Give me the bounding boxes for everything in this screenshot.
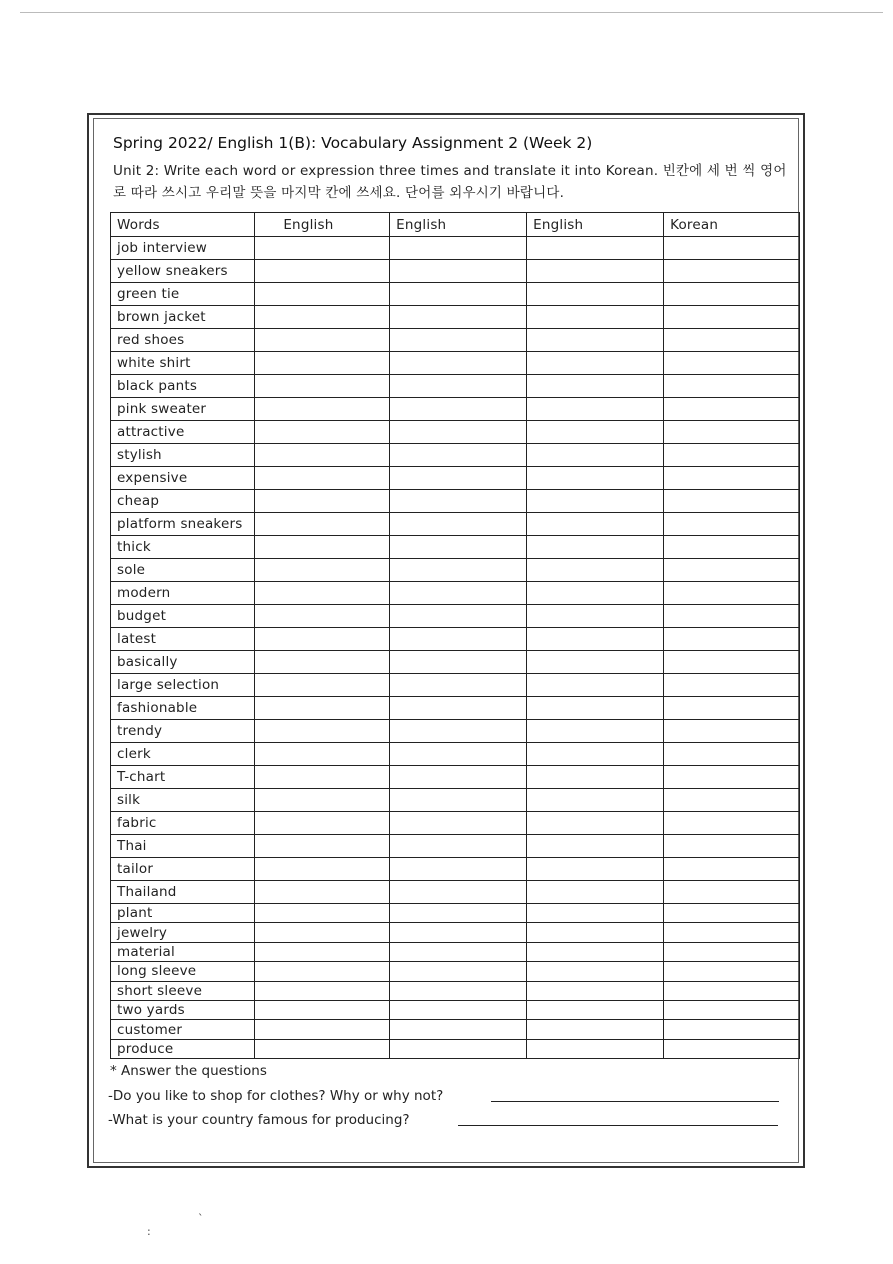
english-cell-1[interactable] bbox=[255, 720, 390, 743]
vocab-word: customer bbox=[111, 1020, 255, 1039]
table-row bbox=[111, 1039, 800, 1058]
vocab-word: clerk bbox=[111, 743, 255, 766]
english-cell-1[interactable] bbox=[255, 962, 390, 981]
english-cell-2[interactable] bbox=[390, 812, 527, 835]
korean-cell[interactable] bbox=[664, 904, 800, 923]
answer-line-1[interactable] bbox=[491, 1101, 779, 1102]
table-row bbox=[111, 858, 800, 881]
korean-cell[interactable] bbox=[664, 651, 800, 674]
vocab-word: modern bbox=[111, 582, 255, 605]
english-cell-1[interactable] bbox=[255, 858, 390, 881]
question-2: -What is your country famous for producing? bbox=[108, 1112, 410, 1128]
table-row bbox=[111, 981, 800, 1000]
vocab-word: fashionable bbox=[111, 697, 255, 720]
answer-line-2[interactable] bbox=[458, 1125, 778, 1126]
english-cell-3[interactable] bbox=[527, 559, 664, 582]
table-row bbox=[111, 582, 800, 605]
table-row bbox=[111, 490, 800, 513]
table-row bbox=[111, 766, 800, 789]
english-cell-1[interactable] bbox=[255, 766, 390, 789]
scan-top-edge bbox=[20, 12, 883, 13]
english-cell-1[interactable] bbox=[255, 1020, 390, 1039]
scan-speck: : bbox=[147, 1225, 151, 1238]
vocab-word: thick bbox=[111, 536, 255, 559]
english-cell-2[interactable] bbox=[390, 375, 527, 398]
column-header-english-3: English bbox=[527, 213, 664, 237]
korean-cell[interactable] bbox=[664, 398, 800, 421]
english-cell-1[interactable] bbox=[255, 306, 390, 329]
english-cell-1[interactable] bbox=[255, 674, 390, 697]
korean-cell[interactable] bbox=[664, 720, 800, 743]
question-1: -Do you like to shop for clothes? Why or why not? bbox=[108, 1088, 444, 1104]
english-cell-3[interactable] bbox=[527, 923, 664, 942]
english-cell-2[interactable] bbox=[390, 628, 527, 651]
english-cell-3[interactable] bbox=[527, 375, 664, 398]
korean-cell[interactable] bbox=[664, 582, 800, 605]
questions-heading: * Answer the questions bbox=[110, 1063, 267, 1079]
english-cell-3[interactable] bbox=[527, 674, 664, 697]
english-cell-3[interactable] bbox=[527, 766, 664, 789]
vocab-word: green tie bbox=[111, 283, 255, 306]
korean-cell[interactable] bbox=[664, 375, 800, 398]
vocab-word: jewelry bbox=[111, 923, 255, 942]
column-header-english-1: English bbox=[255, 213, 390, 237]
english-cell-1[interactable] bbox=[255, 398, 390, 421]
english-cell-2[interactable] bbox=[390, 697, 527, 720]
korean-cell[interactable] bbox=[664, 329, 800, 352]
korean-cell[interactable] bbox=[664, 789, 800, 812]
table-row bbox=[111, 306, 800, 329]
english-cell-2[interactable] bbox=[390, 942, 527, 961]
table-row bbox=[111, 375, 800, 398]
english-cell-3[interactable] bbox=[527, 858, 664, 881]
vocab-word: long sleeve bbox=[111, 962, 255, 981]
table-row bbox=[111, 329, 800, 352]
english-cell-1[interactable] bbox=[255, 812, 390, 835]
english-cell-2[interactable] bbox=[390, 536, 527, 559]
table-row bbox=[111, 651, 800, 674]
table-row bbox=[111, 283, 800, 306]
english-cell-1[interactable] bbox=[255, 513, 390, 536]
vocab-word: red shoes bbox=[111, 329, 255, 352]
table-row bbox=[111, 398, 800, 421]
english-cell-3[interactable] bbox=[527, 582, 664, 605]
english-cell-1[interactable] bbox=[255, 904, 390, 923]
english-cell-3[interactable] bbox=[527, 283, 664, 306]
korean-cell[interactable] bbox=[664, 942, 800, 961]
english-cell-3[interactable] bbox=[527, 743, 664, 766]
english-cell-1[interactable] bbox=[255, 1039, 390, 1058]
english-cell-2[interactable] bbox=[390, 513, 527, 536]
english-cell-2[interactable] bbox=[390, 962, 527, 981]
english-cell-2[interactable] bbox=[390, 981, 527, 1000]
table-row bbox=[111, 444, 800, 467]
english-cell-2[interactable] bbox=[390, 467, 527, 490]
english-cell-1[interactable] bbox=[255, 329, 390, 352]
english-cell-2[interactable] bbox=[390, 306, 527, 329]
vocab-word: white shirt bbox=[111, 352, 255, 375]
korean-cell[interactable] bbox=[664, 1020, 800, 1039]
english-cell-2[interactable] bbox=[390, 651, 527, 674]
english-cell-2[interactable] bbox=[390, 1039, 527, 1058]
english-cell-3[interactable] bbox=[527, 421, 664, 444]
english-cell-3[interactable] bbox=[527, 1020, 664, 1039]
english-cell-1[interactable] bbox=[255, 923, 390, 942]
table-row bbox=[111, 720, 800, 743]
english-cell-2[interactable] bbox=[390, 923, 527, 942]
english-cell-2[interactable] bbox=[390, 421, 527, 444]
english-cell-2[interactable] bbox=[390, 881, 527, 904]
vocab-word: tailor bbox=[111, 858, 255, 881]
english-cell-2[interactable] bbox=[390, 789, 527, 812]
english-cell-3[interactable] bbox=[527, 789, 664, 812]
english-cell-2[interactable] bbox=[390, 1020, 527, 1039]
korean-cell[interactable] bbox=[664, 467, 800, 490]
english-cell-3[interactable] bbox=[527, 306, 664, 329]
english-cell-2[interactable] bbox=[390, 720, 527, 743]
korean-cell[interactable] bbox=[664, 743, 800, 766]
korean-cell[interactable] bbox=[664, 559, 800, 582]
korean-cell[interactable] bbox=[664, 513, 800, 536]
english-cell-2[interactable] bbox=[390, 444, 527, 467]
vocabulary-table bbox=[110, 212, 800, 1059]
english-cell-2[interactable] bbox=[390, 559, 527, 582]
worksheet-instructions: Unit 2: Write each word or expression three times and translate it into Korean. 빈칸에 세 번 씩 영어로 따라 쓰시고 우리말 뜻을 마지막 칸에 쓰세요. 단어를 외우시기 바랍니다. bbox=[113, 163, 787, 201]
english-cell-1[interactable] bbox=[255, 651, 390, 674]
english-cell-1[interactable] bbox=[255, 835, 390, 858]
table-row bbox=[111, 697, 800, 720]
english-cell-3[interactable] bbox=[527, 329, 664, 352]
column-header-english-2: English bbox=[390, 213, 527, 237]
vocab-word: material bbox=[111, 942, 255, 961]
vocab-word: Thai bbox=[111, 835, 255, 858]
english-cell-3[interactable] bbox=[527, 605, 664, 628]
table-row bbox=[111, 467, 800, 490]
english-cell-1[interactable] bbox=[255, 1000, 390, 1019]
table-row bbox=[111, 812, 800, 835]
vocab-word: plant bbox=[111, 904, 255, 923]
korean-cell[interactable] bbox=[664, 697, 800, 720]
english-cell-3[interactable] bbox=[527, 490, 664, 513]
vocab-word: expensive bbox=[111, 467, 255, 490]
english-cell-3[interactable] bbox=[527, 352, 664, 375]
english-cell-1[interactable] bbox=[255, 942, 390, 961]
vocab-word: sole bbox=[111, 559, 255, 582]
korean-cell[interactable] bbox=[664, 421, 800, 444]
english-cell-3[interactable] bbox=[527, 536, 664, 559]
scan-speck: ˋ bbox=[198, 1212, 204, 1225]
english-cell-2[interactable] bbox=[390, 674, 527, 697]
english-cell-3[interactable] bbox=[527, 237, 664, 260]
english-cell-3[interactable] bbox=[527, 981, 664, 1000]
korean-cell[interactable] bbox=[664, 766, 800, 789]
table-row bbox=[111, 942, 800, 961]
table-row bbox=[111, 789, 800, 812]
english-cell-2[interactable] bbox=[390, 352, 527, 375]
vocab-word: pink sweater bbox=[111, 398, 255, 421]
english-cell-2[interactable] bbox=[390, 605, 527, 628]
english-cell-1[interactable] bbox=[255, 559, 390, 582]
english-cell-3[interactable] bbox=[527, 651, 664, 674]
vocab-word: black pants bbox=[111, 375, 255, 398]
english-cell-3[interactable] bbox=[527, 513, 664, 536]
vocab-word: two yards bbox=[111, 1000, 255, 1019]
table-row bbox=[111, 260, 800, 283]
vocab-word: produce bbox=[111, 1039, 255, 1058]
table-row bbox=[111, 421, 800, 444]
vocab-word: latest bbox=[111, 628, 255, 651]
english-cell-2[interactable] bbox=[390, 329, 527, 352]
english-cell-2[interactable] bbox=[390, 835, 527, 858]
table-row bbox=[111, 743, 800, 766]
english-cell-3[interactable] bbox=[527, 1039, 664, 1058]
english-cell-2[interactable] bbox=[390, 904, 527, 923]
english-cell-1[interactable] bbox=[255, 375, 390, 398]
english-cell-3[interactable] bbox=[527, 398, 664, 421]
vocab-word: trendy bbox=[111, 720, 255, 743]
korean-cell[interactable] bbox=[664, 536, 800, 559]
korean-cell[interactable] bbox=[664, 490, 800, 513]
table-row bbox=[111, 1020, 800, 1039]
vocab-word: attractive bbox=[111, 421, 255, 444]
korean-cell[interactable] bbox=[664, 981, 800, 1000]
korean-cell[interactable] bbox=[664, 237, 800, 260]
english-cell-3[interactable] bbox=[527, 835, 664, 858]
vocab-word: platform sneakers bbox=[111, 513, 255, 536]
english-cell-2[interactable] bbox=[390, 490, 527, 513]
vocab-word: job interview bbox=[111, 237, 255, 260]
korean-cell[interactable] bbox=[664, 1039, 800, 1058]
english-cell-3[interactable] bbox=[527, 962, 664, 981]
korean-cell[interactable] bbox=[664, 444, 800, 467]
vocab-word: budget bbox=[111, 605, 255, 628]
korean-cell[interactable] bbox=[664, 260, 800, 283]
english-cell-1[interactable] bbox=[255, 260, 390, 283]
table-row bbox=[111, 536, 800, 559]
korean-cell[interactable] bbox=[664, 628, 800, 651]
english-cell-3[interactable] bbox=[527, 812, 664, 835]
table-row bbox=[111, 674, 800, 697]
korean-cell[interactable] bbox=[664, 881, 800, 904]
korean-cell[interactable] bbox=[664, 674, 800, 697]
english-cell-1[interactable] bbox=[255, 490, 390, 513]
korean-cell[interactable] bbox=[664, 812, 800, 835]
korean-cell[interactable] bbox=[664, 605, 800, 628]
table-row bbox=[111, 559, 800, 582]
english-cell-3[interactable] bbox=[527, 881, 664, 904]
table-header-row bbox=[111, 213, 800, 237]
vocab-word: yellow sneakers bbox=[111, 260, 255, 283]
english-cell-2[interactable] bbox=[390, 283, 527, 306]
english-cell-1[interactable] bbox=[255, 628, 390, 651]
english-cell-2[interactable] bbox=[390, 398, 527, 421]
vocab-word: T-chart bbox=[111, 766, 255, 789]
english-cell-1[interactable] bbox=[255, 697, 390, 720]
english-cell-1[interactable] bbox=[255, 237, 390, 260]
english-cell-3[interactable] bbox=[527, 942, 664, 961]
table-row bbox=[111, 513, 800, 536]
table-row bbox=[111, 923, 800, 942]
english-cell-1[interactable] bbox=[255, 536, 390, 559]
english-cell-1[interactable] bbox=[255, 582, 390, 605]
english-cell-1[interactable] bbox=[255, 605, 390, 628]
english-cell-3[interactable] bbox=[527, 260, 664, 283]
korean-cell[interactable] bbox=[664, 962, 800, 981]
vocab-word: brown jacket bbox=[111, 306, 255, 329]
table-row bbox=[111, 237, 800, 260]
english-cell-3[interactable] bbox=[527, 444, 664, 467]
english-cell-1[interactable] bbox=[255, 283, 390, 306]
korean-cell[interactable] bbox=[664, 858, 800, 881]
english-cell-2[interactable] bbox=[390, 237, 527, 260]
english-cell-1[interactable] bbox=[255, 444, 390, 467]
table-row bbox=[111, 628, 800, 651]
table-row bbox=[111, 352, 800, 375]
vocab-word: short sleeve bbox=[111, 981, 255, 1000]
korean-cell[interactable] bbox=[664, 352, 800, 375]
korean-cell[interactable] bbox=[664, 306, 800, 329]
english-cell-1[interactable] bbox=[255, 881, 390, 904]
english-cell-1[interactable] bbox=[255, 421, 390, 444]
english-cell-2[interactable] bbox=[390, 260, 527, 283]
english-cell-1[interactable] bbox=[255, 467, 390, 490]
english-cell-2[interactable] bbox=[390, 766, 527, 789]
english-cell-1[interactable] bbox=[255, 981, 390, 1000]
english-cell-3[interactable] bbox=[527, 628, 664, 651]
column-header-korean: Korean bbox=[664, 213, 800, 237]
vocab-word: basically bbox=[111, 651, 255, 674]
english-cell-2[interactable] bbox=[390, 858, 527, 881]
vocab-word: cheap bbox=[111, 490, 255, 513]
table-row bbox=[111, 835, 800, 858]
table-row bbox=[111, 881, 800, 904]
worksheet-title: Spring 2022/ English 1(B): Vocabulary Assignment 2 (Week 2) bbox=[113, 134, 593, 152]
vocab-word: silk bbox=[111, 789, 255, 812]
table-row bbox=[111, 904, 800, 923]
table-row bbox=[111, 605, 800, 628]
english-cell-3[interactable] bbox=[527, 904, 664, 923]
english-cell-1[interactable] bbox=[255, 743, 390, 766]
vocab-word: stylish bbox=[111, 444, 255, 467]
english-cell-3[interactable] bbox=[527, 697, 664, 720]
english-cell-2[interactable] bbox=[390, 743, 527, 766]
english-cell-2[interactable] bbox=[390, 1000, 527, 1019]
english-cell-3[interactable] bbox=[527, 1000, 664, 1019]
column-header-words: Words bbox=[111, 213, 255, 237]
english-cell-1[interactable] bbox=[255, 789, 390, 812]
korean-cell[interactable] bbox=[664, 835, 800, 858]
english-cell-3[interactable] bbox=[527, 720, 664, 743]
english-cell-2[interactable] bbox=[390, 582, 527, 605]
table-row bbox=[111, 1000, 800, 1019]
korean-cell[interactable] bbox=[664, 923, 800, 942]
vocab-word: large selection bbox=[111, 674, 255, 697]
korean-cell[interactable] bbox=[664, 283, 800, 306]
vocab-word: Thailand bbox=[111, 881, 255, 904]
english-cell-1[interactable] bbox=[255, 352, 390, 375]
table-row bbox=[111, 962, 800, 981]
korean-cell[interactable] bbox=[664, 1000, 800, 1019]
english-cell-3[interactable] bbox=[527, 467, 664, 490]
vocab-word: fabric bbox=[111, 812, 255, 835]
